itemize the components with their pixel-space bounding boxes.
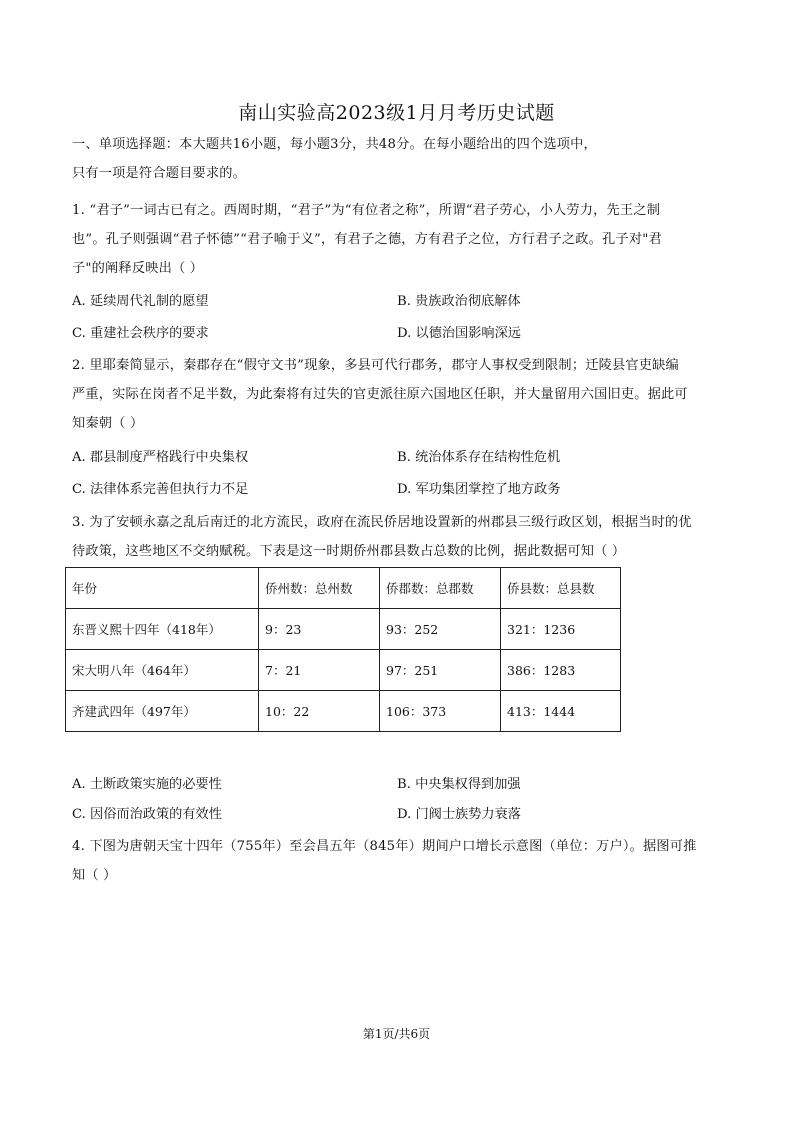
q2-text-line-2: 严重，实际在岗者不足半数，为此秦将有过失的官吏派往原六国地区任职，并大量留用六国旧吏。据此可: [72, 387, 688, 402]
q3-option-b: B. 中央集权得到加强: [397, 777, 521, 792]
table-header-cell: 侨州数：总州数: [259, 568, 380, 609]
q1-text-line-2: 也”。孔子则强调“君子怀德”“君子喻于义”，有君子之德，方有君子之位，方行君子之政。孔子对"君: [72, 232, 662, 247]
q1-option-c: C. 重建社会秩序的要求: [72, 326, 209, 341]
table-row: [66, 609, 621, 650]
table-cell: 386：1283: [501, 650, 621, 691]
q2-text-line-3: 知秦朝（ ）: [72, 416, 144, 431]
q1-text-line-3: 子"的阐释反映出（ ）: [72, 261, 204, 276]
q2-option-a: A. 郡县制度严格践行中央集权: [72, 450, 249, 465]
table-cell: 321：1236: [501, 609, 621, 650]
q3-text-line-2: 待政策，这些地区不交纳赋税。下表是这一时期侨州郡县数占总数的比例，据此数据可知（ ）: [72, 544, 626, 559]
table-header-cell: 侨县数：总县数: [501, 568, 621, 609]
table-row: [66, 691, 621, 732]
q2-option-c: C. 法律体系完善但执行力不足: [72, 482, 249, 497]
page-footer: 第1页/共6页: [362, 1027, 431, 1041]
section-header-line-1: 一、单项选择题：本大题共16小题，每小题3分，共48分。在每小题给出的四个选项中，: [72, 137, 597, 152]
q3-text-line-1: 3. 为了安顿永嘉之乱后南迁的北方流民，政府在流民侨居地设置新的州郡县三级行政区划，根据当时的优: [72, 515, 692, 530]
q1-option-d: D. 以德治国影响深远: [397, 326, 521, 341]
section-header-line-2: 只有一项是符合题目要求的。: [72, 166, 247, 181]
q4-text-line-2: 知（ ）: [72, 868, 117, 883]
q3-data-table: [65, 567, 621, 732]
q1-option-b: B. 贵族政治彻底解体: [397, 294, 521, 309]
page-title: 南山实验高2023级1月月考历史试题: [238, 102, 555, 124]
table-header-cell: 年份: [66, 568, 259, 609]
table-cell: 10：22: [259, 691, 380, 732]
table-cell: 93：252: [380, 609, 501, 650]
table-cell: 106：373: [380, 691, 501, 732]
q2-option-b: B. 统治体系存在结构性危机: [397, 450, 561, 465]
table-header-row: [66, 568, 621, 609]
table-cell: 宋大明八年（464年）: [66, 650, 259, 691]
q2-option-d: D. 军功集团掌控了地方政务: [397, 482, 561, 497]
q1-text-line-1: 1. “君子”一词古已有之。西周时期，“君子”为“有位者之称”，所谓“君子劳心，小人劳力，先王之制: [72, 203, 661, 218]
table-cell: 97：251: [380, 650, 501, 691]
table-header-cell: 侨郡数：总郡数: [380, 568, 501, 609]
table-cell: 7：21: [259, 650, 380, 691]
q2-text-line-1: 2. 里耶秦简显示，秦郡存在“假守文书”现象，多县可代行郡务，郡守人事权受到限制；迁陵县官吏缺编: [72, 358, 679, 373]
table-cell: 9：23: [259, 609, 380, 650]
table-cell: 齐建武四年（497年）: [66, 691, 259, 732]
q1-option-a: A. 延续周代礼制的愿望: [72, 294, 209, 309]
table-row: [66, 650, 621, 691]
q3-option-a: A. 土断政策实施的必要性: [72, 777, 222, 792]
q3-option-c: C. 因俗而治政策的有效性: [72, 807, 222, 822]
q4-text-line-1: 4. 下图为唐朝天宝十四年（755年）至会昌五年（845年）期间户口增长示意图（单位：万户）。据图可推: [72, 839, 697, 854]
table-cell: 413：1444: [501, 691, 621, 732]
q3-option-d: D. 门阀士族势力衰落: [397, 807, 521, 822]
table-cell: 东晋义熙十四年（418年）: [66, 609, 259, 650]
